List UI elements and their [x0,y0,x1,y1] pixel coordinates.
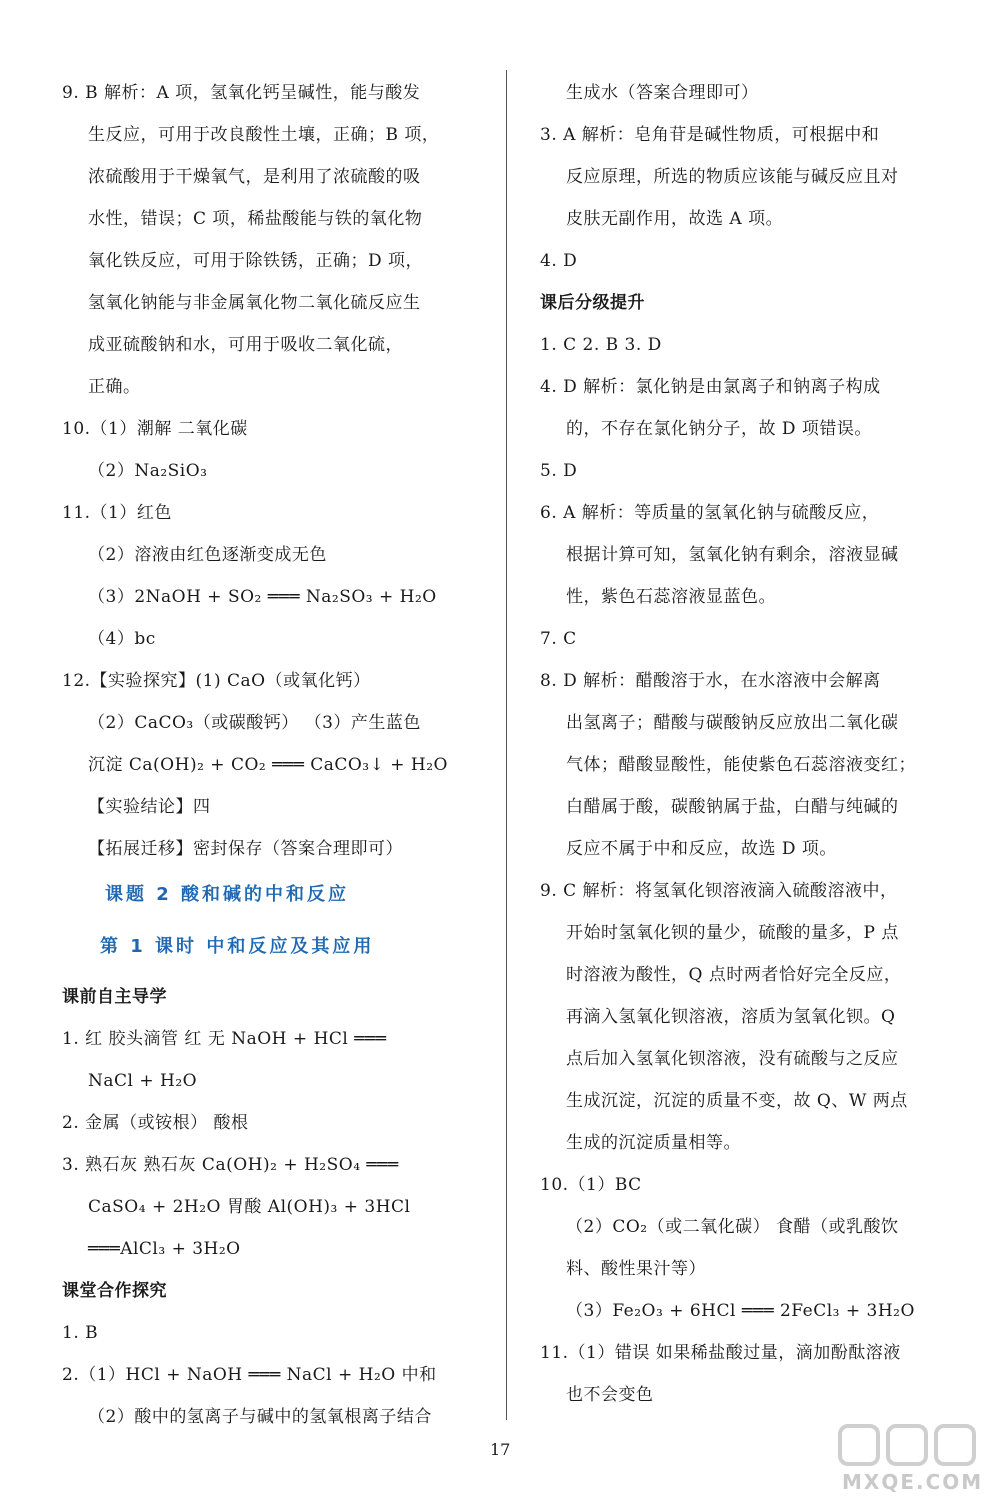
text-line: 12.【实验探究】(1) CaO（或氧化钙） [62,671,371,691]
column-divider [506,70,507,1420]
text-line: 浓硫酸用于干燥氧气，是利用了浓硫酸的吸 [88,167,421,187]
text-line: （2）酸中的氢离子与碱中的氢氧根离子结合 [88,1407,432,1427]
text-line: 课前自主导学 [62,987,167,1007]
text-line: （4）bc [88,629,156,649]
text-line: 沉淀 Ca(OH)₂ + CO₂ ═══ CaCO₃↓ + H₂O [88,755,448,775]
text-line: 氧化铁反应，可用于除铁锈，正确；D 项， [88,251,424,271]
text-line: 皮肤无副作用，故选 A 项。 [566,209,784,229]
text-line: 10.（1）BC [540,1175,642,1195]
page-number: 17 [490,1440,511,1459]
text-line: 性，紫色石蕊溶液显蓝色。 [566,587,776,607]
lesson-title: 第 1 课时 中和反应及其应用 [100,936,375,957]
text-line: 11.（1）错误 如果稀盐酸过量，滴加酚酞溶液 [540,1343,901,1363]
text-line: 的，不存在氯化钠分子，故 D 项错误。 [566,419,872,439]
text-line: 反应原理，所选的物质应该能与碱反应且对 [566,167,899,187]
text-line: 料、酸性果汁等） [566,1259,706,1279]
text-line: （2）Na₂SiO₃ [88,461,208,481]
text-line: 点后加入氢氧化钡溶液，没有硫酸与之反应 [566,1049,899,1069]
text-line: 9. C 解析：将氢氧化钡溶液滴入硫酸溶液中， [540,881,898,901]
text-line: 3. 熟石灰 熟石灰 Ca(OH)₂ + H₂SO₄ ═══ [62,1155,399,1175]
text-line: 水性，错误；C 项，稀盐酸能与铁的氧化物 [88,209,423,229]
text-line: 生成沉淀，沉淀的质量不变，故 Q、W 两点 [566,1091,908,1111]
text-line: 6. A 解析：等质量的氢氧化钠与硫酸反应， [540,503,880,523]
text-line: 1. B [62,1323,99,1343]
text-line: 11.（1）红色 [62,503,172,523]
text-line: 3. A 解析：皂角苷是碱性物质，可根据中和 [540,125,880,145]
text-line: 9. B 解析：A 项，氢氧化钙呈碱性，能与酸发 [62,83,421,103]
text-line: 【实验结论】四 [88,797,211,817]
text-line: CaSO₄ + 2H₂O 胃酸 Al(OH)₃ + 3HCl [88,1197,411,1217]
text-line: 7. C [540,629,577,649]
text-line: 出氢离子；醋酸与碳酸钠反应放出二氧化碳 [566,713,899,733]
text-line: 生反应，可用于改良酸性土壤，正确；B 项， [88,125,440,145]
text-line: ═══AlCl₃ + 3H₂O [88,1239,241,1259]
text-line: NaCl + H₂O [88,1071,198,1091]
text-line: （2）CO₂（或二氧化碳） 食醋（或乳酸饮 [566,1217,899,1237]
text-line: 10.（1）潮解 二氧化碳 [62,419,248,439]
text-line: 白醋属于酸，碳酸钠属于盐，白醋与纯碱的 [566,797,899,817]
text-line: 4. D [540,251,578,271]
text-line: 氢氧化钠能与非金属氧化物二氧化硫反应生 [88,293,421,313]
section-title: 课题 2 酸和碱的中和反应 [105,884,350,905]
text-line: 【拓展迁移】密封保存（答案合理即可） [88,839,403,859]
text-line: 8. D 解析：醋酸溶于水，在水溶液中会解离 [540,671,881,691]
text-line: 正确。 [88,377,141,397]
text-line: 1. 红 胶头滴管 红 无 NaOH + HCl ═══ [62,1029,387,1049]
text-line: （3）Fe₂O₃ + 6HCl ═══ 2FeCl₃ + 3H₂O [566,1301,915,1321]
text-line: 1. C 2. B 3. D [540,335,662,355]
text-line: 根据计算可知，氢氧化钠有剩余，溶液显碱 [566,545,899,565]
text-line: 时溶液为酸性，Q 点时两者恰好完全反应， [566,965,902,985]
text-line: 2. 金属（或铵根） 酸根 [62,1113,249,1133]
text-line: 生成水（答案合理即可） [566,83,759,103]
text-line: 4. D 解析：氯化钠是由氯离子和钠离子构成 [540,377,881,397]
text-line: 再滴入氢氧化钡溶液，溶质为氢氧化钡。Q [566,1007,896,1027]
text-line: 课堂合作探究 [62,1281,167,1301]
watermark-text: MXQE.COM [842,1470,984,1494]
text-line: （2）溶液由红色逐渐变成无色 [88,545,327,565]
text-line: 也不会变色 [566,1385,654,1405]
text-line: 开始时氢氧化钡的量少，硫酸的量多，P 点 [566,923,899,943]
text-line: 气体；醋酸显酸性，能使紫色石蕊溶液变红； [566,755,916,775]
text-line: （3）2NaOH + SO₂ ═══ Na₂SO₃ + H₂O [88,587,437,607]
text-line: 反应不属于中和反应，故选 D 项。 [566,839,837,859]
text-line: 2.（1）HCl + NaOH ═══ NaCl + H₂O 中和 [62,1365,437,1385]
text-line: 课后分级提升 [540,293,645,313]
text-line: 成亚硫酸钠和水，可用于吸收二氧化硫， [88,335,403,355]
text-line: 生成的沉淀质量相等。 [566,1133,741,1153]
text-line: 5. D [540,461,578,481]
text-line: （2）CaCO₃（或碳酸钙） （3）产生蓝色 [88,713,421,733]
